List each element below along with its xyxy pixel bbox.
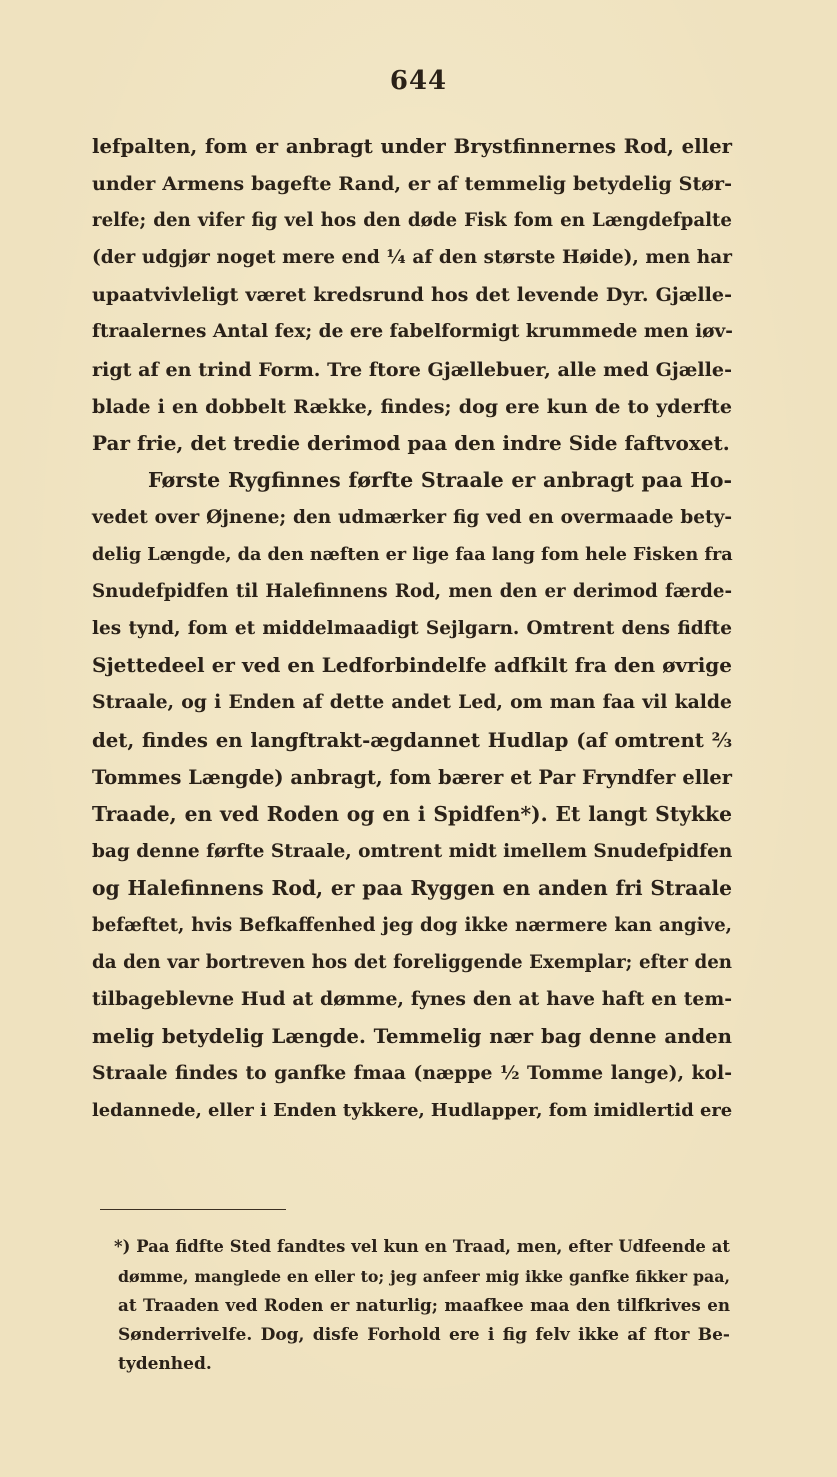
body-line: vedet over Øjnene; den udmærker fig ved en overmaade bety- xyxy=(92,506,732,528)
body-line: Straale, og i Enden af dette andet Led, om man faa vil kalde xyxy=(92,691,732,714)
body-line: rigt af en trind Form. Tre ftore Gjællebuer, alle med Gjælle- xyxy=(92,357,732,381)
body-line: (der udgjør noget mere end ¼ af den største Høide), men har xyxy=(92,247,732,269)
footnote-line: *) Paa fidfte Sted fandtes vel kun en Traad, men, efter Udfeende at xyxy=(114,1237,730,1256)
footnote xyxy=(114,1232,730,1380)
footnote-line: dømme, manglede en eller to; jeg anfeer mig ikke ganfke fikker paa, xyxy=(118,1266,730,1286)
body-line: Tommes Længde) anbragt, fom bærer et Par Fryndfer eller xyxy=(92,765,732,789)
body-line: tilbageblevne Hud at dømme, fynes den at have haft en tem- xyxy=(92,988,732,1011)
body-line: upaatvivleligt været kredsrund hos det levende Dyr. Gjælle- xyxy=(92,283,732,307)
body-line: Sjettedeel er ved en Ledforbindelfe adfkilt fra den øvrige xyxy=(92,653,732,678)
body-line: bag denne førfte Straale, omtrent midt imellem Snudefpidfen xyxy=(92,840,733,862)
body-line: Par frie, det tredie derimod paa den indre Side faftvoxet. xyxy=(92,430,730,455)
body-line: under Armens bagefte Rand, er af temmelig betydelig Stør- xyxy=(92,172,732,196)
body-line: Første Rygfinnes førfte Straale er anbragt paa Ho- xyxy=(148,467,732,492)
body-line: Straale findes to ganfke fmaa (næppe ½ Tomme lange), kol- xyxy=(92,1062,732,1085)
body-line: det, findes en langftrakt-ægdannet Hudlap (af omtrent ⅔ xyxy=(92,728,732,752)
body-line: befæftet, hvis Befkaffenhed jeg dog ikke nærmere kan angive, xyxy=(92,914,732,936)
body-line: les tynd, fom et middelmaadigt Sejlgarn. Omtrent dens fidfte xyxy=(92,618,732,640)
body-line: blade i en dobbelt Række, findes; dog ere kun de to yderfte xyxy=(92,394,732,418)
body-line: lefpalten, fom er anbragt under Brystfinnernes Rod, eller xyxy=(92,135,732,158)
footnote-divider xyxy=(100,1209,286,1210)
body-line: delig Længde, da den næften er lige faa lang fom hele Fisken fra xyxy=(92,544,733,566)
body-line: ledannede, eller i Enden tykkere, Hudlapper, fom imidlertid ere xyxy=(92,1100,733,1122)
footnote-line: Sønderrivelfe. Dog, disfe Forhold ere i fig felv ikke af ftor Be- xyxy=(118,1324,730,1345)
body-text xyxy=(92,128,732,1130)
body-line: Snudefpidfen til Halefinnens Rod, men den er derimod færde- xyxy=(92,581,732,603)
body-line: relfe; den vifer fig vel hos den døde Fisk fom en Længdefpalte xyxy=(92,210,732,232)
body-line: da den var bortreven hos det foreliggende Exemplar; efter den xyxy=(92,952,732,974)
page-number: 644 xyxy=(389,66,448,96)
body-line: ftraalernes Antal fex; de ere fabelformigt krummede men iøv- xyxy=(92,321,733,343)
footnote-line: at Traaden ved Roden er naturlig; maafkee maa den tilfkrives en xyxy=(118,1295,730,1315)
body-line: Traade, en ved Roden og en i Spidfen*). Et langt Stykke xyxy=(92,801,732,826)
footnote-line: tydenhed. xyxy=(118,1354,212,1374)
body-line: og Halefinnens Rod, er paa Ryggen en anden fri Straale xyxy=(92,875,732,900)
body-line: melig betydelig Længde. Temmelig nær bag denne anden xyxy=(92,1025,732,1049)
